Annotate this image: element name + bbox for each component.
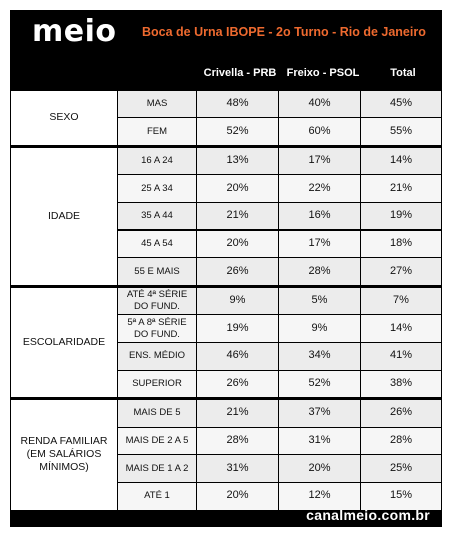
value-cell: 17% xyxy=(279,148,360,175)
value-cell: 46% xyxy=(197,343,278,370)
value-cell: 28% xyxy=(197,428,278,455)
column-header-crivella: Crivella - PRB xyxy=(203,67,277,79)
value-cell: 52% xyxy=(197,118,278,145)
logo: meio xyxy=(32,14,117,49)
results-table xyxy=(11,90,441,505)
value-cell: 16% xyxy=(279,203,360,230)
row-label: 16 A 24 xyxy=(118,148,196,175)
value-cell: 25% xyxy=(361,455,441,482)
value-cell: 26% xyxy=(361,400,441,427)
site-url: canalmeio.com.br xyxy=(306,507,430,523)
value-cell: 60% xyxy=(279,118,360,145)
row-label: MAIS DE 2 A 5 xyxy=(118,428,196,455)
value-cell: 19% xyxy=(361,203,441,230)
header xyxy=(10,10,442,90)
value-cell: 40% xyxy=(279,91,360,118)
row-label: MAIS DE 1 A 2 xyxy=(118,455,196,482)
page-title: Boca de Urna IBOPE - 2o Turno - Rio de Janeiro xyxy=(142,25,426,39)
group-label: SEXO xyxy=(11,91,117,145)
row-label: MAS xyxy=(118,91,196,118)
value-cell: 21% xyxy=(197,400,278,427)
row-label: 45 A 54 xyxy=(118,231,196,258)
value-cell: 26% xyxy=(197,258,278,285)
row-label: ENS. MÉDIO xyxy=(118,343,196,370)
group-label: RENDA FAMILIAR (EM SALÁRIOS MÍNIMOS) xyxy=(11,400,117,510)
value-cell: 52% xyxy=(279,371,360,398)
value-cell: 31% xyxy=(279,428,360,455)
value-cell: 37% xyxy=(279,400,360,427)
value-cell: 17% xyxy=(279,231,360,258)
value-cell: 20% xyxy=(197,231,278,258)
column-header-total: Total xyxy=(390,67,416,79)
value-cell: 12% xyxy=(279,483,360,510)
value-cell: 20% xyxy=(279,455,360,482)
column-header-freixo: Freixo - PSOL xyxy=(286,67,360,79)
value-cell: 14% xyxy=(361,148,441,175)
row-label: FEM xyxy=(118,118,196,145)
footer xyxy=(10,505,442,527)
row-label: ATÉ 4ª SÉRIE DO FUND. xyxy=(118,288,196,315)
value-cell: 21% xyxy=(197,203,278,230)
value-cell: 28% xyxy=(279,258,360,285)
value-cell: 7% xyxy=(361,288,441,315)
group-label: ESCOLARIDADE xyxy=(11,288,117,398)
value-cell: 14% xyxy=(361,315,441,342)
value-cell: 9% xyxy=(279,315,360,342)
row-label: 35 A 44 xyxy=(118,203,196,230)
value-cell: 26% xyxy=(197,371,278,398)
value-cell: 22% xyxy=(279,175,360,202)
row-label: MAIS DE 5 xyxy=(118,400,196,427)
value-cell: 5% xyxy=(279,288,360,315)
value-cell: 45% xyxy=(361,91,441,118)
row-label: SUPERIOR xyxy=(118,371,196,398)
value-cell: 28% xyxy=(361,428,441,455)
value-cell: 15% xyxy=(361,483,441,510)
value-cell: 55% xyxy=(361,118,441,145)
value-cell: 19% xyxy=(197,315,278,342)
value-cell: 18% xyxy=(361,231,441,258)
value-cell: 27% xyxy=(361,258,441,285)
value-cell: 48% xyxy=(197,91,278,118)
value-cell: 13% xyxy=(197,148,278,175)
value-cell: 31% xyxy=(197,455,278,482)
value-cell: 38% xyxy=(361,371,441,398)
value-cell: 20% xyxy=(197,483,278,510)
poll-card xyxy=(10,10,442,527)
row-label: 5ª A 8ª SÉRIE DO FUND. xyxy=(118,315,196,342)
row-label: 55 E MAIS xyxy=(118,258,196,285)
group-label: IDADE xyxy=(11,148,117,285)
value-cell: 21% xyxy=(361,175,441,202)
value-cell: 34% xyxy=(279,343,360,370)
row-label: 25 A 34 xyxy=(118,175,196,202)
value-cell: 20% xyxy=(197,175,278,202)
value-cell: 9% xyxy=(197,288,278,315)
row-label: ATÉ 1 xyxy=(118,483,196,510)
value-cell: 41% xyxy=(361,343,441,370)
